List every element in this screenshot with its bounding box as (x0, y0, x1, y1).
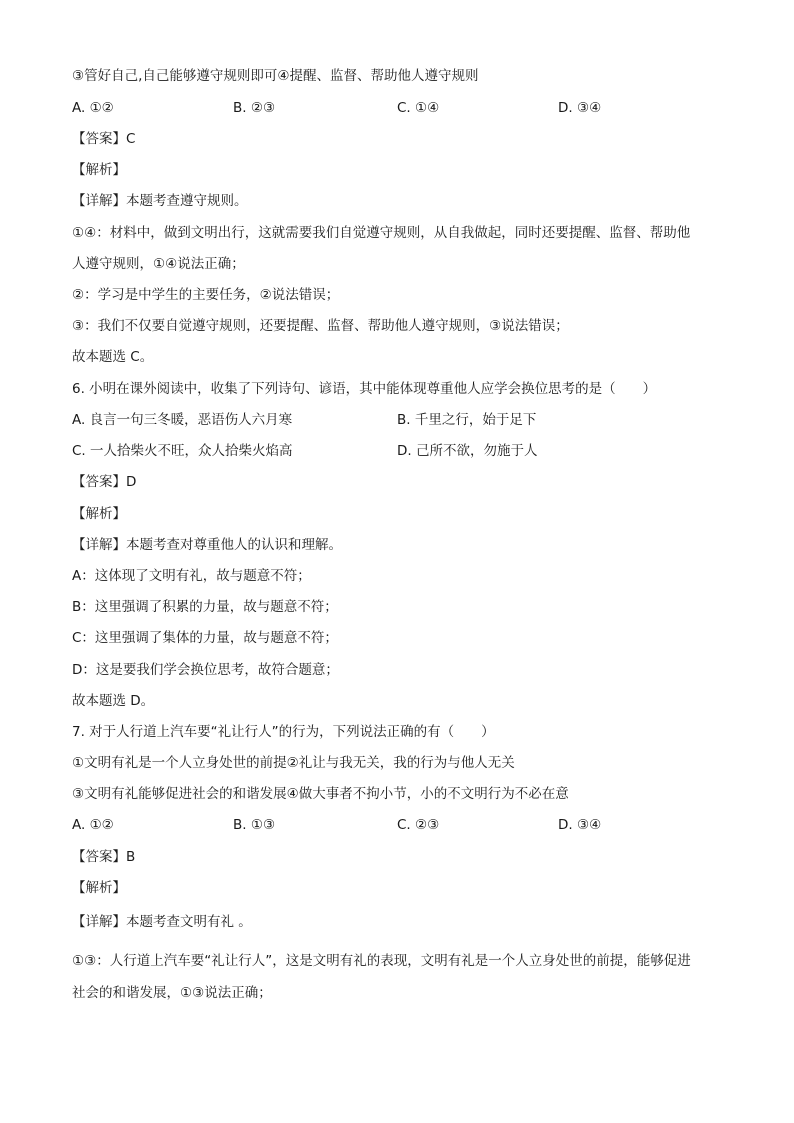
q6-conclusion: 故本题选 D。 (72, 693, 155, 709)
q7-option-a: A. ①② (72, 817, 114, 833)
q7-statement-line-2: ③文明有礼能够促进社会的和谐发展④做大事者不拘小节，小的不文明行为不必在意 (72, 786, 569, 802)
q7-option-b: B. ①③ (233, 817, 276, 833)
q7-analysis-label: 【解析】 (72, 880, 126, 896)
answer-label: 【答案】 (72, 131, 126, 147)
q5-option-a: A. ①② (72, 100, 114, 116)
q5-option-c: C. ①④ (397, 100, 440, 116)
q5-answer (72, 129, 135, 149)
q7-explanation-1a: ①③：人行道上汽车要“礼让行人”，这是文明有礼的表现，文明有礼是一个人立身处世的前提，能够促进 (72, 953, 691, 969)
q6-detail: 【详解】本题考查对尊重他人的认识和理解。 (72, 537, 342, 553)
q5-explanation-1b: 人遵守规则，①④说法正确； (72, 256, 245, 272)
q5-explanation-1a: ①④：材料中，做到文明出行，这就需要我们自觉遵守规则，从自我做起，同时还要提醒、监督、帮助他 (72, 225, 691, 241)
answer-value: B (126, 849, 136, 865)
q6-answer (72, 472, 136, 492)
q7-option-d: D. ③④ (558, 817, 602, 833)
q6-option-c: C. 一人拾柴火不旺，众人拾柴火焰高 (72, 443, 293, 459)
q7-detail: 【详解】本题考查文明有礼 。 (72, 914, 252, 930)
q6-explanation-b: B：这里强调了积累的力量，故与题意不符； (72, 599, 338, 615)
q7-stem: 7. 对于人行道上汽车要“礼让行人”的行为，下列说法正确的有（ ） (72, 724, 495, 740)
q6-explanation-d: D：这是要我们学会换位思考，故符合题意； (72, 662, 339, 678)
q5-statement-line: ③管好自己,自己能够遵守规则即可④提醒、监督、帮助他人遵守规则 (72, 68, 479, 84)
answer-value: C (126, 131, 136, 147)
q5-explanation-2: ②：学习是中学生的主要任务，②说法错误； (72, 287, 340, 303)
answer-label: 【答案】 (72, 849, 126, 865)
q5-option-b: B. ②③ (233, 100, 276, 116)
q6-analysis-label: 【解析】 (72, 506, 126, 522)
q5-option-d: D. ③④ (558, 100, 602, 116)
q6-stem: 6. 小明在课外阅读中，收集了下列诗句、谚语，其中能体现尊重他人应学会换位思考的是（ ） (72, 381, 657, 397)
answer-value: D (126, 474, 137, 490)
q6-option-b: B. 千里之行，始于足下 (397, 412, 537, 428)
q7-option-c: C. ②③ (397, 817, 440, 833)
q7-explanation-1b: 社会的和谐发展，①③说法正确； (72, 985, 272, 1001)
q7-answer (72, 847, 135, 867)
q6-explanation-c: C：这里强调了集体的力量，故与题意不符； (72, 630, 338, 646)
q6-option-a: A. 良言一句三冬暖，恶语伤人六月寒 (72, 412, 293, 428)
q7-statement-line-1: ①文明有礼是一个人立身处世的前提②礼让与我无关，我的行为与他人无关 (72, 755, 515, 771)
q5-analysis-label: 【解析】 (72, 162, 126, 178)
q5-detail: 【详解】本题考查遵守规则。 (72, 193, 248, 209)
q6-option-d: D. 己所不欲，勿施于人 (397, 443, 538, 459)
q5-conclusion: 故本题选 C。 (72, 349, 154, 365)
answer-label: 【答案】 (72, 474, 126, 490)
q5-explanation-3: ③：我们不仅要自觉遵守规则，还要提醒、监督、帮助他人遵守规则，③说法错误； (72, 318, 569, 334)
q6-explanation-a: A：这体现了文明有礼，故与题意不符； (72, 568, 311, 584)
